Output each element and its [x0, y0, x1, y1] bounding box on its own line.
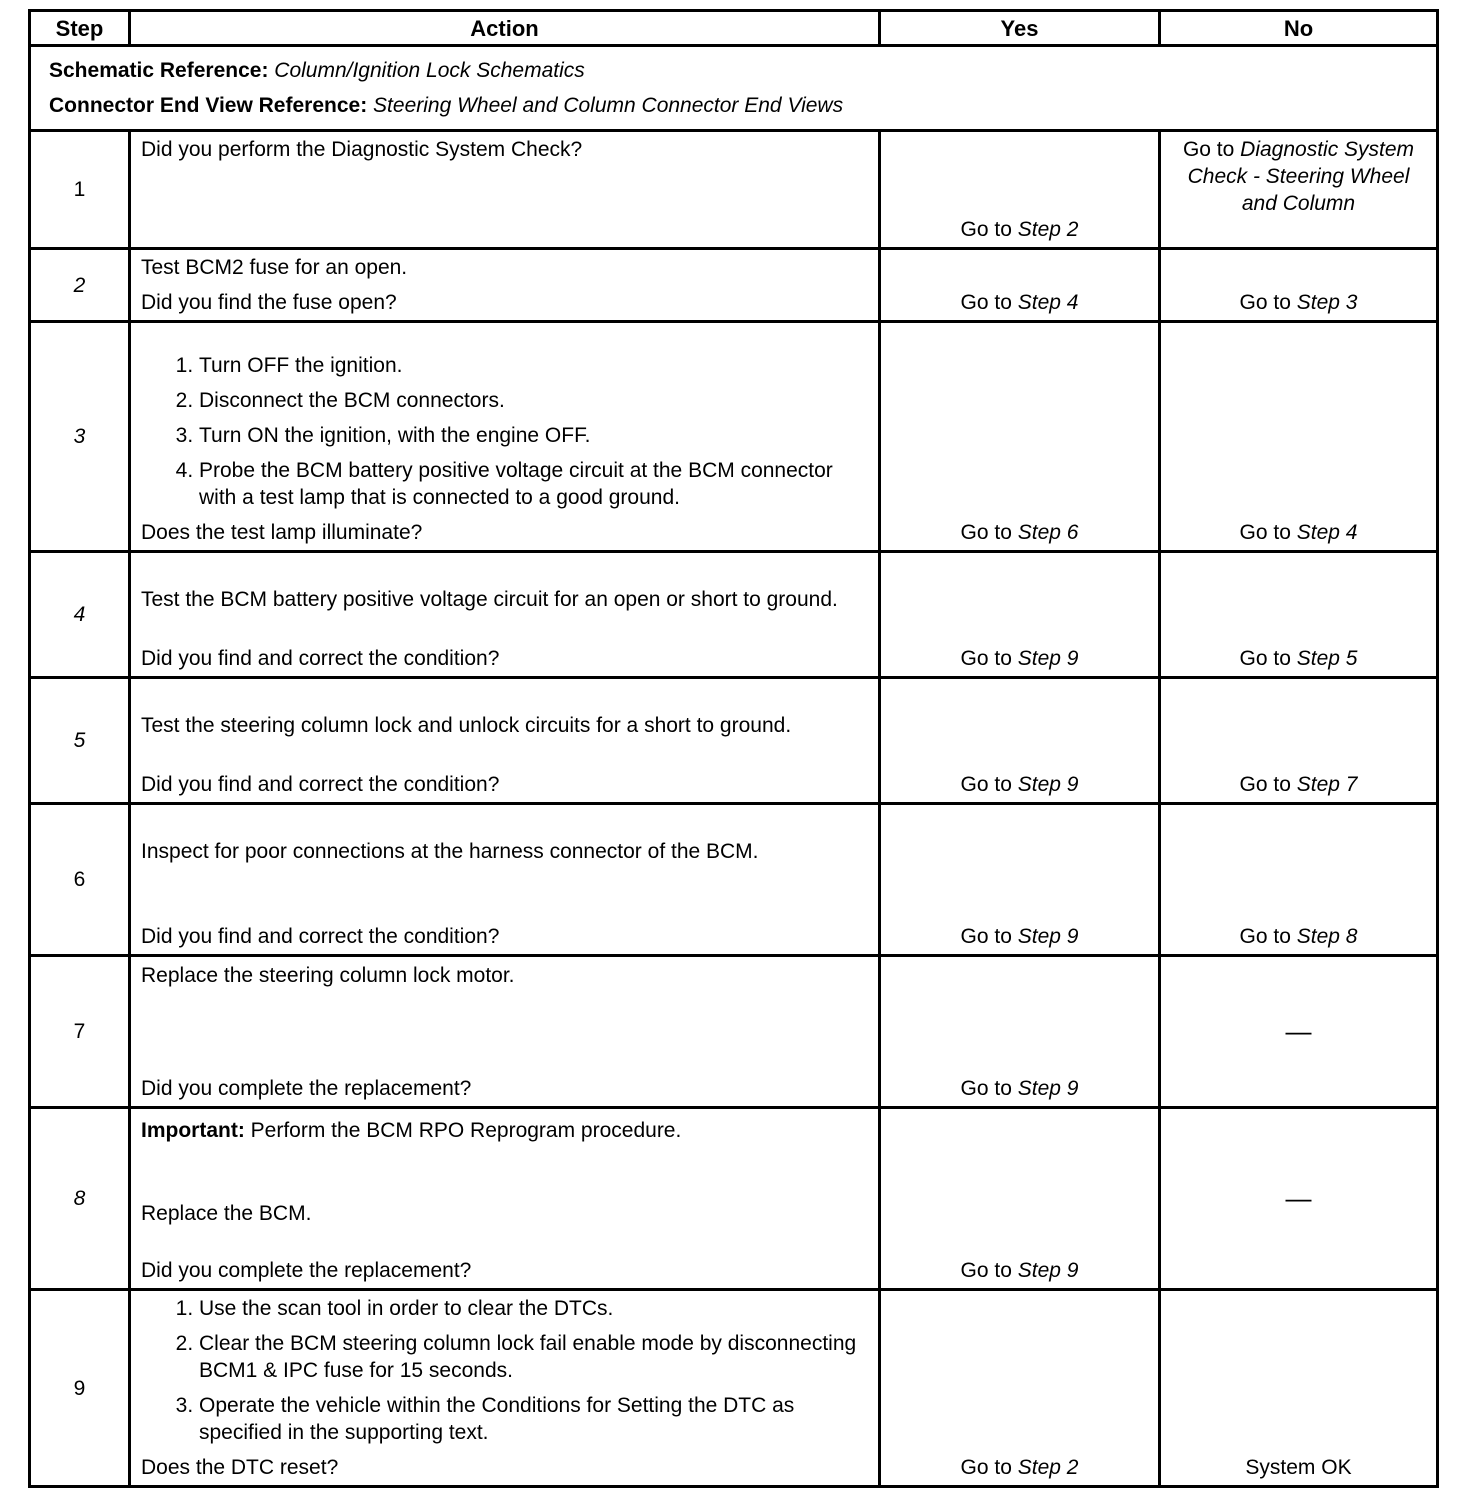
step-number: 9 — [30, 1290, 130, 1487]
yes-prefix: Go to — [960, 291, 1012, 314]
no-link[interactable]: Step 8 — [1296, 925, 1358, 948]
no-cell — [1160, 804, 1438, 956]
action-lead: Test the steering column lock and unlock circuits for a short to ground. — [141, 714, 792, 737]
list-item: 1. Turn OFF the ignition. — [199, 352, 868, 379]
step-number: 6 — [30, 804, 130, 956]
header-step: Step — [30, 11, 130, 46]
table-row — [30, 552, 1438, 678]
yes-link[interactable]: Step 2 — [1017, 1456, 1079, 1479]
no-cell: — — [1160, 956, 1438, 1108]
step-number: 7 — [30, 956, 130, 1108]
yes-prefix: Go to — [960, 1077, 1012, 1100]
action-list — [141, 352, 868, 511]
no-prefix: Go to — [1239, 647, 1291, 670]
no-cell — [1160, 678, 1438, 804]
yes-cell — [880, 322, 1160, 552]
yes-link[interactable]: Step 9 — [1017, 647, 1079, 670]
action-cell — [130, 1290, 880, 1487]
list-item: 3. Operate the vehicle within the Conditions for Setting the DTC as specified in the supporting text. — [199, 1392, 868, 1446]
question-text: Did you perform the Diagnostic System Check? — [141, 138, 583, 161]
list-item: 2. Disconnect the BCM connectors. — [199, 387, 868, 414]
yes-cell — [880, 804, 1160, 956]
yes-cell — [880, 956, 1160, 1108]
list-item: 2. Clear the BCM steering column lock fail enable mode by disconnecting BCM1 & IPC fuse for 15 seconds. — [199, 1330, 868, 1384]
yes-prefix: Go to — [960, 1456, 1012, 1479]
action-lead: Inspect for poor connections at the harness connector of the BCM. — [141, 840, 759, 863]
yes-link[interactable]: Step 2 — [1017, 218, 1079, 241]
question-text: Does the test lamp illuminate? — [141, 521, 423, 544]
question-text: Did you find and correct the condition? — [141, 925, 500, 948]
yes-prefix: Go to — [960, 1259, 1012, 1282]
table-row — [30, 1290, 1438, 1487]
action-lead: Replace the steering column lock motor. — [141, 964, 515, 987]
header-yes: Yes — [880, 11, 1160, 46]
no-prefix: Go to — [1182, 138, 1235, 161]
step-number: 1 — [30, 131, 130, 249]
table-row — [30, 1108, 1438, 1290]
yes-link[interactable]: Step 6 — [1017, 521, 1079, 544]
no-cell: System OK — [1160, 1290, 1438, 1487]
table-row — [30, 131, 1438, 249]
yes-cell — [880, 1108, 1160, 1290]
action-list — [141, 1295, 868, 1446]
question-text: Did you find and correct the condition? — [141, 647, 500, 670]
action-cell — [130, 131, 880, 249]
question-text: Did you find the fuse open? — [141, 291, 397, 314]
yes-prefix: Go to — [960, 773, 1012, 796]
important-note — [141, 1117, 868, 1144]
step-number: 8 — [30, 1108, 130, 1290]
yes-cell — [880, 678, 1160, 804]
reference-row — [30, 46, 1438, 131]
yes-prefix: Go to — [960, 925, 1012, 948]
no-prefix: Go to — [1239, 773, 1291, 796]
step-number: 5 — [30, 678, 130, 804]
no-prefix: Go to — [1239, 521, 1291, 544]
step-number: 4 — [30, 552, 130, 678]
no-cell — [1160, 322, 1438, 552]
list-item: 3. Turn ON the ignition, with the engine OFF. — [199, 422, 868, 449]
yes-prefix: Go to — [960, 647, 1012, 670]
yes-link[interactable]: Step 9 — [1017, 1259, 1079, 1282]
header-row — [30, 11, 1438, 46]
table-row — [30, 804, 1438, 956]
important-text: Perform the BCM RPO Reprogram procedure. — [250, 1119, 682, 1142]
question-text: Did you find and correct the condition? — [141, 773, 500, 796]
schematic-reference — [49, 53, 1418, 88]
header-action: Action — [130, 11, 880, 46]
connector-reference — [49, 88, 1418, 123]
question-text: Does the DTC reset? — [141, 1456, 339, 1479]
yes-link[interactable]: Step 9 — [1017, 925, 1079, 948]
table-row — [30, 322, 1438, 552]
action-cell — [130, 552, 880, 678]
action-cell — [130, 249, 880, 322]
action-cell — [130, 956, 880, 1108]
yes-link[interactable]: Step 9 — [1017, 773, 1079, 796]
action-lead: Replace the BCM. — [141, 1202, 312, 1225]
yes-cell — [880, 249, 1160, 322]
no-link[interactable]: Diagnostic System Check - Steering Wheel and Column — [1187, 138, 1415, 215]
yes-prefix: Go to — [960, 218, 1012, 241]
yes-cell — [880, 131, 1160, 249]
question-text: Did you complete the replacement? — [141, 1259, 472, 1282]
yes-link[interactable]: Step 4 — [1017, 291, 1079, 314]
action-cell — [130, 1108, 880, 1290]
yes-cell — [880, 552, 1160, 678]
diagnostic-table — [28, 9, 1439, 1488]
table-row — [30, 678, 1438, 804]
table-row — [30, 956, 1438, 1108]
important-label: Important: — [141, 1119, 245, 1142]
no-link[interactable]: Step 7 — [1296, 773, 1358, 796]
action-lead: Test BCM2 fuse for an open. — [141, 256, 408, 279]
connector-link[interactable]: Steering Wheel and Column Connector End Views — [373, 94, 844, 117]
reference-cell — [30, 46, 1438, 131]
action-cell — [130, 678, 880, 804]
no-link[interactable]: Step 3 — [1296, 291, 1358, 314]
no-prefix: Go to — [1239, 291, 1291, 314]
yes-cell — [880, 1290, 1160, 1487]
action-lead: Test the BCM battery positive voltage circuit for an open or short to ground. — [141, 588, 838, 611]
no-cell — [1160, 249, 1438, 322]
no-cell: — — [1160, 1108, 1438, 1290]
connector-label: Connector End View Reference: — [49, 94, 368, 117]
action-cell — [130, 804, 880, 956]
table-row — [30, 249, 1438, 322]
step-number: 3 — [30, 322, 130, 552]
list-item: 4. Probe the BCM battery positive voltage circuit at the BCM connector with a test lamp that is connected to a good ground. — [199, 457, 868, 511]
no-prefix: Go to — [1239, 925, 1291, 948]
question-text: Did you complete the replacement? — [141, 1077, 472, 1100]
schematic-label: Schematic Reference: — [49, 59, 269, 82]
action-cell — [130, 322, 880, 552]
no-cell — [1160, 131, 1438, 249]
yes-link[interactable]: Step 9 — [1017, 1077, 1079, 1100]
yes-prefix: Go to — [960, 521, 1012, 544]
no-link[interactable]: Step 5 — [1296, 647, 1358, 670]
no-link[interactable]: Step 4 — [1296, 521, 1358, 544]
header-no: No — [1160, 11, 1438, 46]
schematic-link[interactable]: Column/Ignition Lock Schematics — [274, 59, 585, 82]
list-item: 1. Use the scan tool in order to clear the DTCs. — [199, 1295, 868, 1322]
step-number: 2 — [30, 249, 130, 322]
no-cell — [1160, 552, 1438, 678]
